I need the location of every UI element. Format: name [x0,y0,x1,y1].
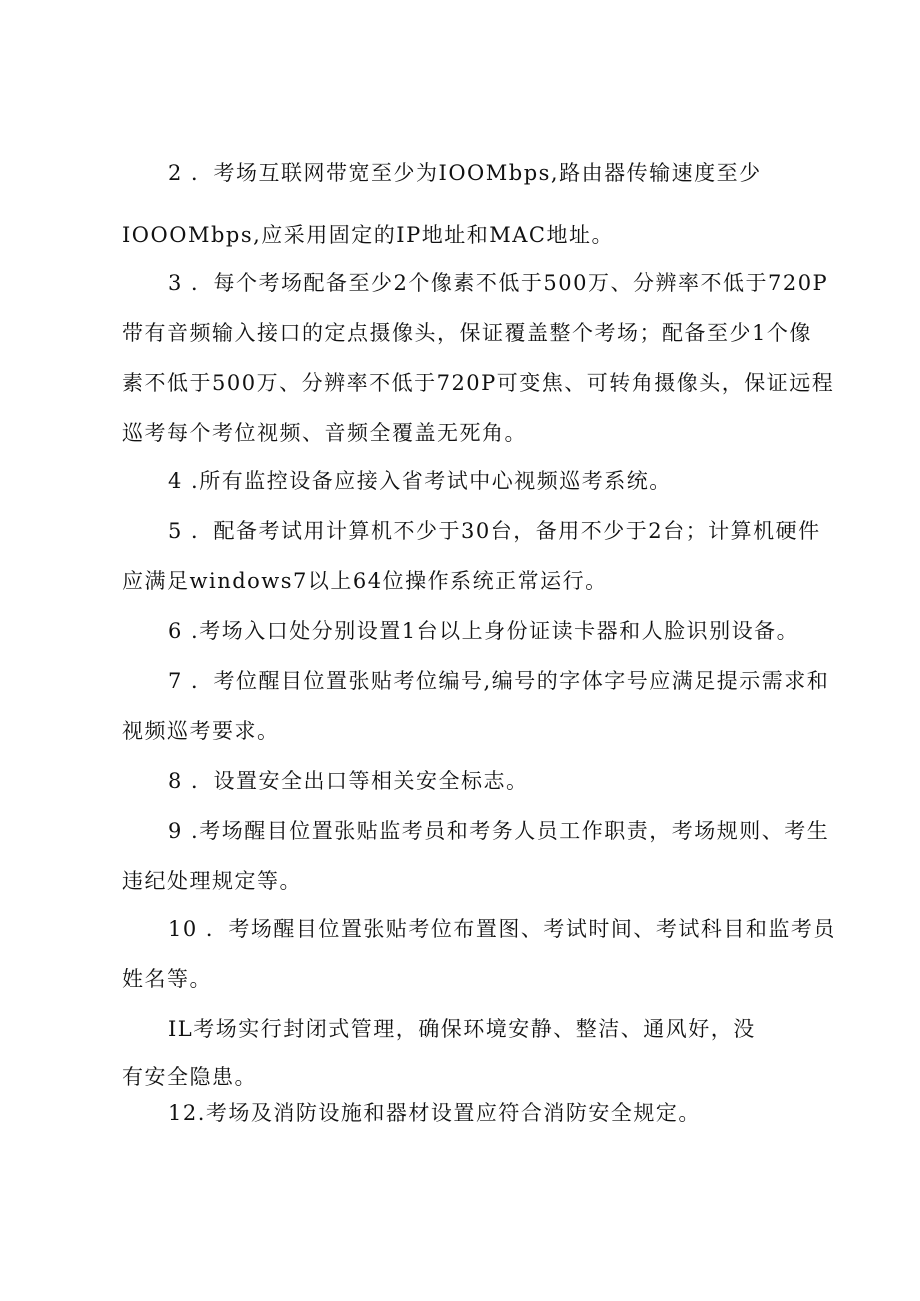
item-5-line-2: 应满足windows7以上64位操作系统正常运行。 [122,569,608,593]
item-8-line-1: 8 ．设置安全出口等相关安全标志。 [168,769,529,793]
item-10-line-1: 10 ．考场醒目位置张贴考位布置图、考试时间、考试科目和监考员 [168,917,836,941]
item-4-line-1: 4 .所有监控设备应接入省考试中心视频巡考系统。 [168,469,672,493]
item-11-line-2: 有安全隐患。 [122,1065,257,1089]
item-3-line-1: 3 ．每个考场配备至少2个像素不低于500万、分辨率不低于720P [168,271,829,295]
item-11-line-1: IL考场实行封闭式管理，确保环境安静、整洁、通风好，没 [168,1017,756,1041]
item-3-line-3: 素不低于500万、分辨率不低于720P可变焦、可转角摄像头，保证远程 [122,371,835,395]
item-9-line-2: 违纪处理规定等。 [122,869,302,893]
item-2-line-2: IOOOMbps,应采用固定的IP地址和MAC地址。 [122,223,614,247]
item-3-line-4: 巡考每个考位视频、音频全覆盖无死角。 [122,421,527,445]
item-12-line-1: 12.考场及消防设施和器材设置应符合消防安全规定。 [168,1101,701,1125]
item-5-line-1: 5 ．配备考试用计算机不少于30台，备用不少于2台；计算机硬件 [168,519,821,543]
item-9-line-1: 9 .考场醒目位置张贴监考员和考务人员工作职责，考场规则、考生 [168,819,830,843]
item-6-line-1: 6 .考场入口处分别设置1台以上身份证读卡器和人脸识别设备。 [168,619,800,643]
item-7-line-1: 7 ．考位醒目位置张贴考位编号,编号的字体字号应满足提示需求和 [168,669,830,693]
item-2-line-1: 2 ．考场互联网带宽至少为IOOMbps,路由器传输速度至少 [168,161,762,185]
item-7-line-2: 视频巡考要求。 [122,719,280,743]
item-3-line-2: 带有音频输入接口的定点摄像头，保证覆盖整个考场；配备至少1个像 [122,321,812,345]
item-10-line-2: 姓名等。 [122,967,212,991]
